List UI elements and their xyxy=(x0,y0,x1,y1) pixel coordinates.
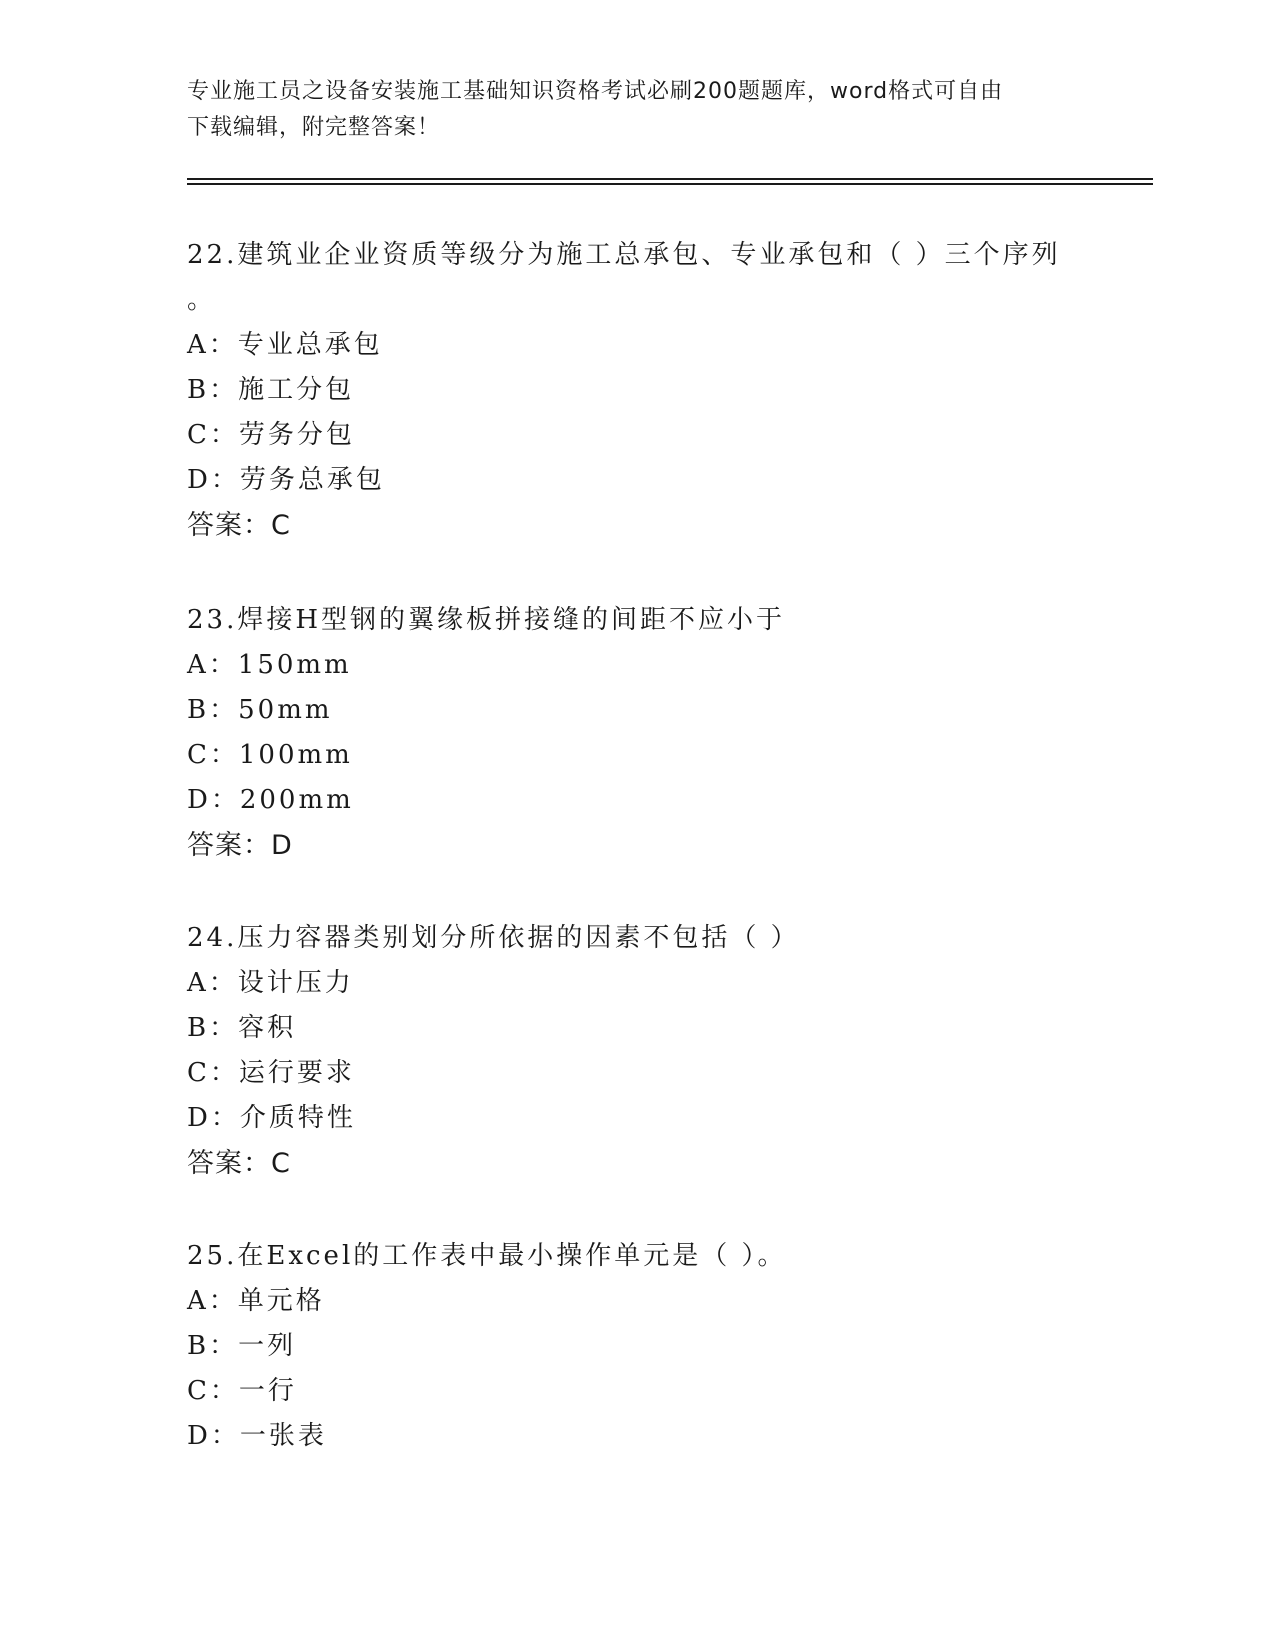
header-divider-bottom xyxy=(187,183,1153,185)
option-d: D：一张表 xyxy=(187,1421,327,1451)
document-header xyxy=(187,74,1067,146)
header-title-line-1: 专业施工员之设备安装施工基础知识资格考试必刷200题题库，word格式可自由 xyxy=(187,79,1004,104)
option-c: C：运行要求 xyxy=(187,1058,355,1088)
question-22 xyxy=(187,233,1067,549)
question-23 xyxy=(187,598,1067,869)
question-24 xyxy=(187,916,1067,1187)
option-d: D：介质特性 xyxy=(187,1103,356,1133)
option-c: C：劳务分包 xyxy=(187,420,355,450)
question-stem: 24.压力容器类别划分所依据的因素不包括（ ） xyxy=(187,923,800,953)
option-c: C：100mm xyxy=(187,740,353,770)
question-stem: 25.在Excel的工作表中最小操作单元是（ ）。 xyxy=(187,1241,787,1271)
answer-line: 答案：C xyxy=(187,1148,291,1179)
option-d: D：200mm xyxy=(187,785,354,815)
option-a: A：设计压力 xyxy=(187,968,354,998)
option-a: A：单元格 xyxy=(187,1286,325,1316)
option-b: B：一列 xyxy=(187,1331,297,1361)
header-title-line-2: 下载编辑，附完整答案！ xyxy=(187,115,441,140)
answer-line: 答案：C xyxy=(187,510,291,541)
question-25 xyxy=(187,1234,1067,1459)
question-stem: 23.焊接H型钢的翼缘板拼接缝的间距不应小于 xyxy=(187,605,786,635)
question-stem: 22.建筑业企业资质等级分为施工总承包、专业承包和（ ）三个序列 xyxy=(187,240,1061,270)
option-b: B：施工分包 xyxy=(187,375,355,405)
option-b: B：50mm xyxy=(187,695,333,725)
option-a: A：专业总承包 xyxy=(187,330,383,360)
option-a: A：150mm xyxy=(187,650,352,680)
option-c: C：一行 xyxy=(187,1376,297,1406)
option-b: B：容积 xyxy=(187,1013,297,1043)
question-stem-continued: 。 xyxy=(187,285,217,315)
option-d: D：劳务总承包 xyxy=(187,465,385,495)
header-divider-top xyxy=(187,178,1153,180)
answer-line: 答案：D xyxy=(187,830,293,861)
